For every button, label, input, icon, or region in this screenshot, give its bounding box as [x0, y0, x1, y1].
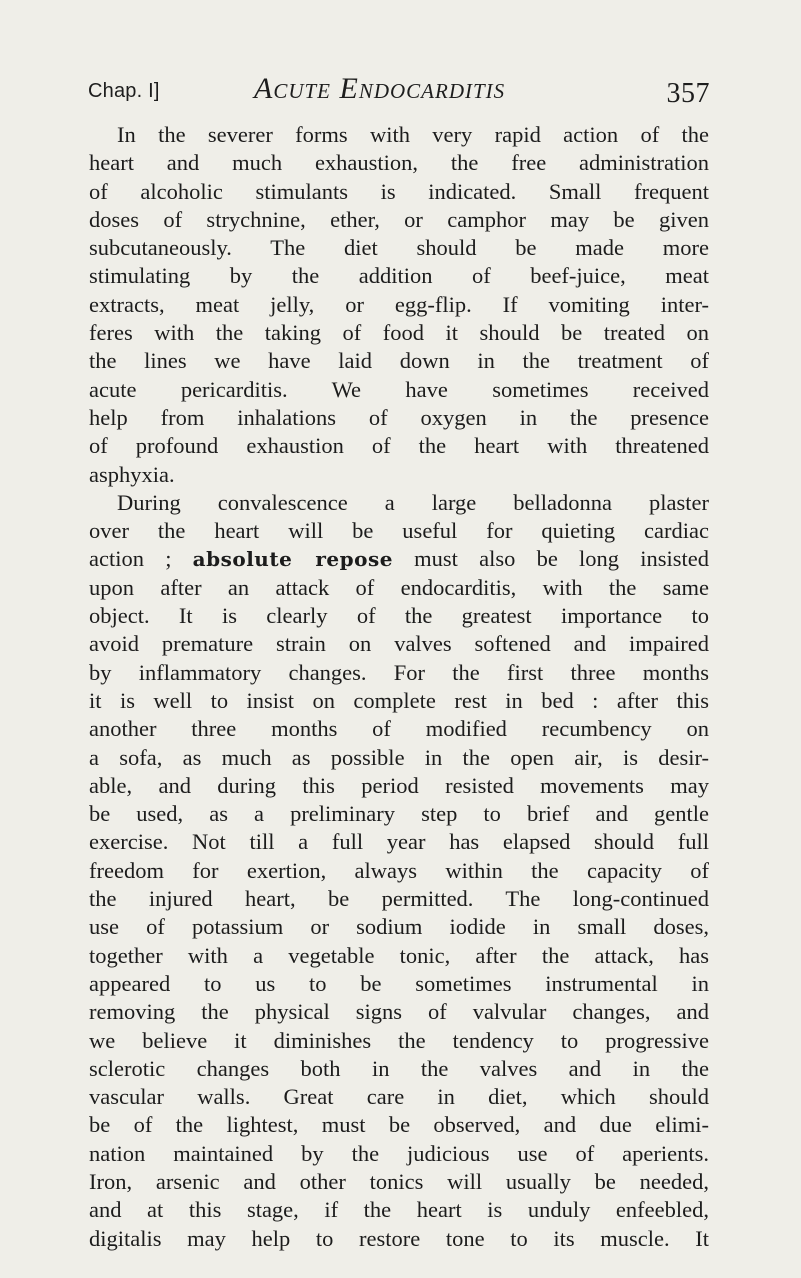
chapter-label: Chap. I]	[88, 80, 160, 102]
text-line: In the severer forms with very rapid action of the	[117, 122, 709, 147]
text-line: freedom for exertion, always within the capacity of	[89, 857, 709, 883]
text-line: appeared to us to be sometimes instrumental in	[89, 970, 709, 996]
text-line: it is well to insist on complete rest in bed : after this	[89, 687, 709, 713]
body-text	[89, 121, 709, 1253]
text-line: over the heart will be useful for quieting cardiac	[89, 518, 709, 544]
text-line: sclerotic changes both in the valves and in the	[89, 1055, 709, 1081]
text-line: be used, as a preliminary step to brief and gentle	[89, 801, 709, 827]
text-line: together with a vegetable tonic, after the attack, has	[89, 942, 709, 968]
emphasized-phrase: absolute repose	[192, 547, 393, 572]
page-number: 357	[666, 78, 710, 109]
text-line: upon after an attack of endocarditis, with the same	[89, 574, 709, 600]
text-line: of alcoholic stimulants is indicated. Small frequent	[89, 178, 709, 204]
running-title: Acute Endocarditis	[254, 72, 506, 105]
text-line: stimulating by the addition of beef-juice, meat	[89, 263, 709, 289]
text-line: digitalis may help to restore tone to its muscle. It	[89, 1225, 709, 1251]
running-head	[88, 72, 710, 112]
text-line: nation maintained by the judicious use of aperients.	[89, 1140, 709, 1166]
text-line: removing the physical signs of valvular changes, and	[89, 999, 709, 1025]
text-line: be of the lightest, must be observed, and due elimi-	[89, 1112, 709, 1138]
text-line: asphyxia.	[89, 461, 175, 487]
text-line: avoid premature strain on valves softened and impaired	[89, 631, 709, 657]
text-line-emphasis	[89, 545, 709, 573]
text-line: subcutaneously. The diet should be made more	[89, 235, 709, 261]
text-line: the lines we have laid down in the treatment of	[89, 348, 709, 374]
text-line: object. It is clearly of the greatest importance to	[89, 603, 709, 629]
text-line: heart and much exhaustion, the free administration	[89, 150, 709, 176]
text-line: use of potassium or sodium iodide in small doses,	[89, 914, 709, 940]
text-fragment: action ;	[89, 546, 193, 572]
text-line: able, and during this period resisted movements may	[89, 772, 709, 798]
text-line: exercise. Not till a full year has elapsed should full	[89, 829, 709, 855]
text-line: the injured heart, be permitted. The long-continued	[89, 886, 709, 912]
text-line: acute pericarditis. We have sometimes received	[89, 376, 709, 402]
text-line: another three months of modified recumbency on	[89, 716, 709, 742]
text-line: feres with the taking of food it should be treated on	[89, 320, 709, 346]
text-line: extracts, meat jelly, or egg-flip. If vomiting inter-	[89, 291, 709, 317]
text-line: of profound exhaustion of the heart with threatened	[89, 433, 709, 459]
text-line: a sofa, as much as possible in the open air, is desir-	[89, 744, 709, 770]
text-line: help from inhalations of oxygen in the presence	[89, 404, 709, 430]
text-line: doses of strychnine, ether, or camphor may be given	[89, 206, 709, 232]
text-fragment: must also be long insisted	[392, 546, 709, 572]
text-line: and at this stage, if the heart is unduly enfeebled,	[89, 1197, 709, 1223]
text-line: Iron, arsenic and other tonics will usually be needed,	[89, 1168, 709, 1194]
text-line: we believe it diminishes the tendency to progressive	[89, 1027, 709, 1053]
text-line: During convalescence a large belladonna plaster	[117, 489, 709, 515]
text-line: by inflammatory changes. For the first three months	[89, 659, 709, 685]
text-line: vascular walls. Great care in diet, which should	[89, 1084, 709, 1110]
